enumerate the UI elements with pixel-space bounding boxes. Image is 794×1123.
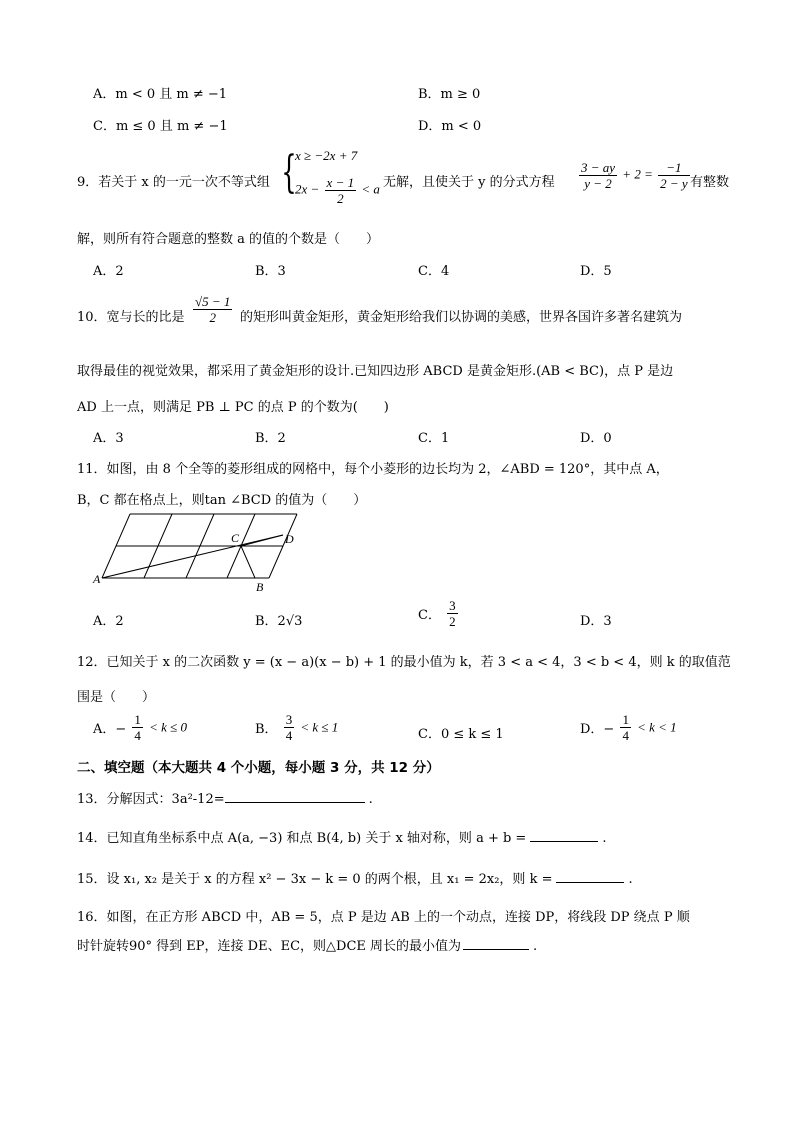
q12-option-b-prefix: B． <box>255 722 278 737</box>
q11-line2: B，C 都在格点上，则tan ∠BCD 的值为（ ） <box>77 493 367 508</box>
q11-option-c-den: 2 <box>449 614 456 629</box>
q10-option-d: D．0 <box>580 431 612 446</box>
point-label-c: C <box>231 531 240 545</box>
q12-option-b <box>255 712 338 743</box>
point-label-b: B <box>256 580 264 594</box>
q8-option-b: B．m ≥ 0 <box>418 87 481 102</box>
q12-option-c: C．0 ≤ k ≤ 1 <box>418 727 504 742</box>
section-title: 二、填空题（本大题共 4 个小题，每小题 3 分，共 12 分） <box>77 760 440 776</box>
q10-prefix: 10．宽与长的比是 <box>77 310 185 325</box>
q10-ratio-fraction <box>193 294 232 325</box>
q10-ratio-den: 2 <box>209 310 216 325</box>
q16-line2-text: 时针旋转90° 得到 EP，连接 DE、EC，则△DCE 周长的最小值为 <box>77 939 462 954</box>
segment-cd <box>241 535 283 546</box>
segment-ad <box>102 535 283 578</box>
q12-option-a <box>93 712 187 743</box>
q10-option-b: B．2 <box>255 431 286 446</box>
q11-option-c-prefix: C． <box>418 608 441 623</box>
q9-suffix: 有整数 <box>690 175 730 190</box>
q9-eq-frac2 <box>658 160 690 191</box>
q12-option-a-den: 4 <box>134 728 141 743</box>
q9-option-c: C．4 <box>418 264 450 279</box>
q9-line2: 解，则所有符合题意的整数 a 的值的个数是（ ） <box>77 232 380 247</box>
q9-sys2-fraction <box>325 175 357 206</box>
q9-prefix: 9．若关于 x 的一元一次不等式组 <box>77 175 270 190</box>
q9-eq-frac1 <box>579 160 617 191</box>
q9-eq-den2: 2 − y <box>660 176 688 191</box>
q9-equation <box>577 160 692 191</box>
q15-end: . <box>628 872 633 887</box>
q9-sys2-lhs: 2x − <box>295 181 320 197</box>
q12-option-b-suffix: < k ≤ 1 <box>300 719 339 735</box>
q9-sys2-den: 2 <box>337 191 344 206</box>
q9-system-row2 <box>295 175 380 206</box>
segment-cb <box>241 546 255 578</box>
q11-option-d: D．3 <box>580 614 612 629</box>
q10-ratio <box>191 294 234 325</box>
q12-option-a-suffix: < k ≤ 0 <box>149 719 187 735</box>
q8-option-c: C．m ≤ 0 且 m ≠ −1 <box>93 119 228 134</box>
q16-line1: 16．如图，在正方形 ABCD 中，AB = 5，点 P 是边 AB 上的一个动点，连接 DP，将线段 DP 绕点 P 顺 <box>77 910 690 925</box>
q9-option-d: D．5 <box>580 264 612 279</box>
q10-line3: AD 上一点，则满足 PB ⊥ PC 的点 P 的个数为( ) <box>77 400 389 415</box>
q9-mid: 无解，且使关于 y 的分式方程 <box>383 175 555 190</box>
q12-option-d-num: 1 <box>622 712 629 727</box>
q10-option-a: A．3 <box>93 431 124 446</box>
q14-text: 14．已知直角坐标系中点 A(a, −3) 和点 B(4, b) 关于 x 轴对称，则 a + b = <box>77 831 527 846</box>
q9-eq-plus: + 2 = <box>622 166 653 182</box>
q13-end: . <box>368 792 373 807</box>
system-brace: { <box>281 147 297 198</box>
q12-option-a-num: 1 <box>134 712 141 727</box>
q12-option-d-suffix: < k < 1 <box>637 719 677 735</box>
q13-line <box>77 788 373 807</box>
q10-line2: 取得最佳的视觉效果，都采用了黄金矩形的设计.已知四边形 ABCD 是黄金矩形.(AB < BC)，点 P 是边 <box>77 364 674 379</box>
point-label-d: D <box>285 532 294 546</box>
q9-option-b: B．3 <box>255 264 286 279</box>
q9-sys2-num: x − 1 <box>326 175 355 190</box>
q10-line1: 的矩形叫黄金矩形，黄金矩形给我们以协调的美感，世界各国许多著名建筑为 <box>240 310 683 325</box>
q12-option-b-num: 3 <box>285 712 293 727</box>
q9-system-row1: x ≥ −2x + 7 <box>295 148 358 163</box>
q9-option-a: A．2 <box>93 264 124 279</box>
q8-option-d: D．m < 0 <box>418 119 482 134</box>
q12-option-a-fraction <box>132 712 143 743</box>
q9-sys2-rhs: < a <box>361 181 380 197</box>
q11-option-b: B．2√3 <box>255 614 303 629</box>
q10-ratio-num: √5 − 1 <box>195 294 231 309</box>
q14-answer-blank[interactable] <box>530 841 598 842</box>
q15-text: 15．设 x₁, x₂ 是关于 x 的方程 x² − 3x − k = 0 的两个根，且 x₁ = 2x₂，则 k = <box>77 872 553 887</box>
q12-option-b-den: 4 <box>285 728 293 743</box>
point-label-a: A <box>93 572 101 586</box>
q12-option-b-fraction <box>284 712 295 743</box>
q14-end: . <box>602 831 607 846</box>
q15-answer-blank[interactable] <box>556 882 624 883</box>
q9-eq-num2: −1 <box>658 160 690 176</box>
q11-line1: 11．如图，由 8 个全等的菱形组成的网格中，每个小菱形的边长均为 2，∠ABD = 120°，其中点 A， <box>77 462 669 477</box>
q12-option-d-prefix: D．− <box>580 722 615 737</box>
q16-answer-blank[interactable] <box>463 949 529 950</box>
q12-line1: 12．已知关于 x 的二次函数 y = (x − a)(x − b) + 1 的最小值为 k，若 3 < a < 4，3 < b < 4，则 k 的取值范 <box>77 655 731 670</box>
q16-end: . <box>533 939 538 954</box>
q10-option-c: C．1 <box>418 431 450 446</box>
q12-option-d-fraction <box>620 712 631 743</box>
q11-option-c-num: 3 <box>449 598 456 613</box>
q12-option-a-prefix: A．− <box>93 722 127 737</box>
q11-option-c-fraction <box>447 598 458 629</box>
q12-line2: 围是（ ） <box>77 690 156 705</box>
q16-line2 <box>77 935 537 954</box>
q12-option-d <box>580 712 677 743</box>
q14-line <box>77 827 606 846</box>
q13-text: 13．分解因式：3a²-12= <box>77 792 225 807</box>
q11-option-c <box>418 598 460 629</box>
q11-option-a: A．2 <box>93 614 124 629</box>
q9-eq-den1: y − 2 <box>584 176 612 191</box>
q8-option-a: A．m < 0 且 m ≠ −1 <box>93 87 228 102</box>
q12-option-d-den: 4 <box>622 728 629 743</box>
q9-eq-num1: 3 − ay <box>581 160 616 175</box>
rhombus-grid-figure <box>90 508 310 598</box>
q15-line <box>77 868 633 887</box>
q13-answer-blank[interactable] <box>225 802 365 803</box>
